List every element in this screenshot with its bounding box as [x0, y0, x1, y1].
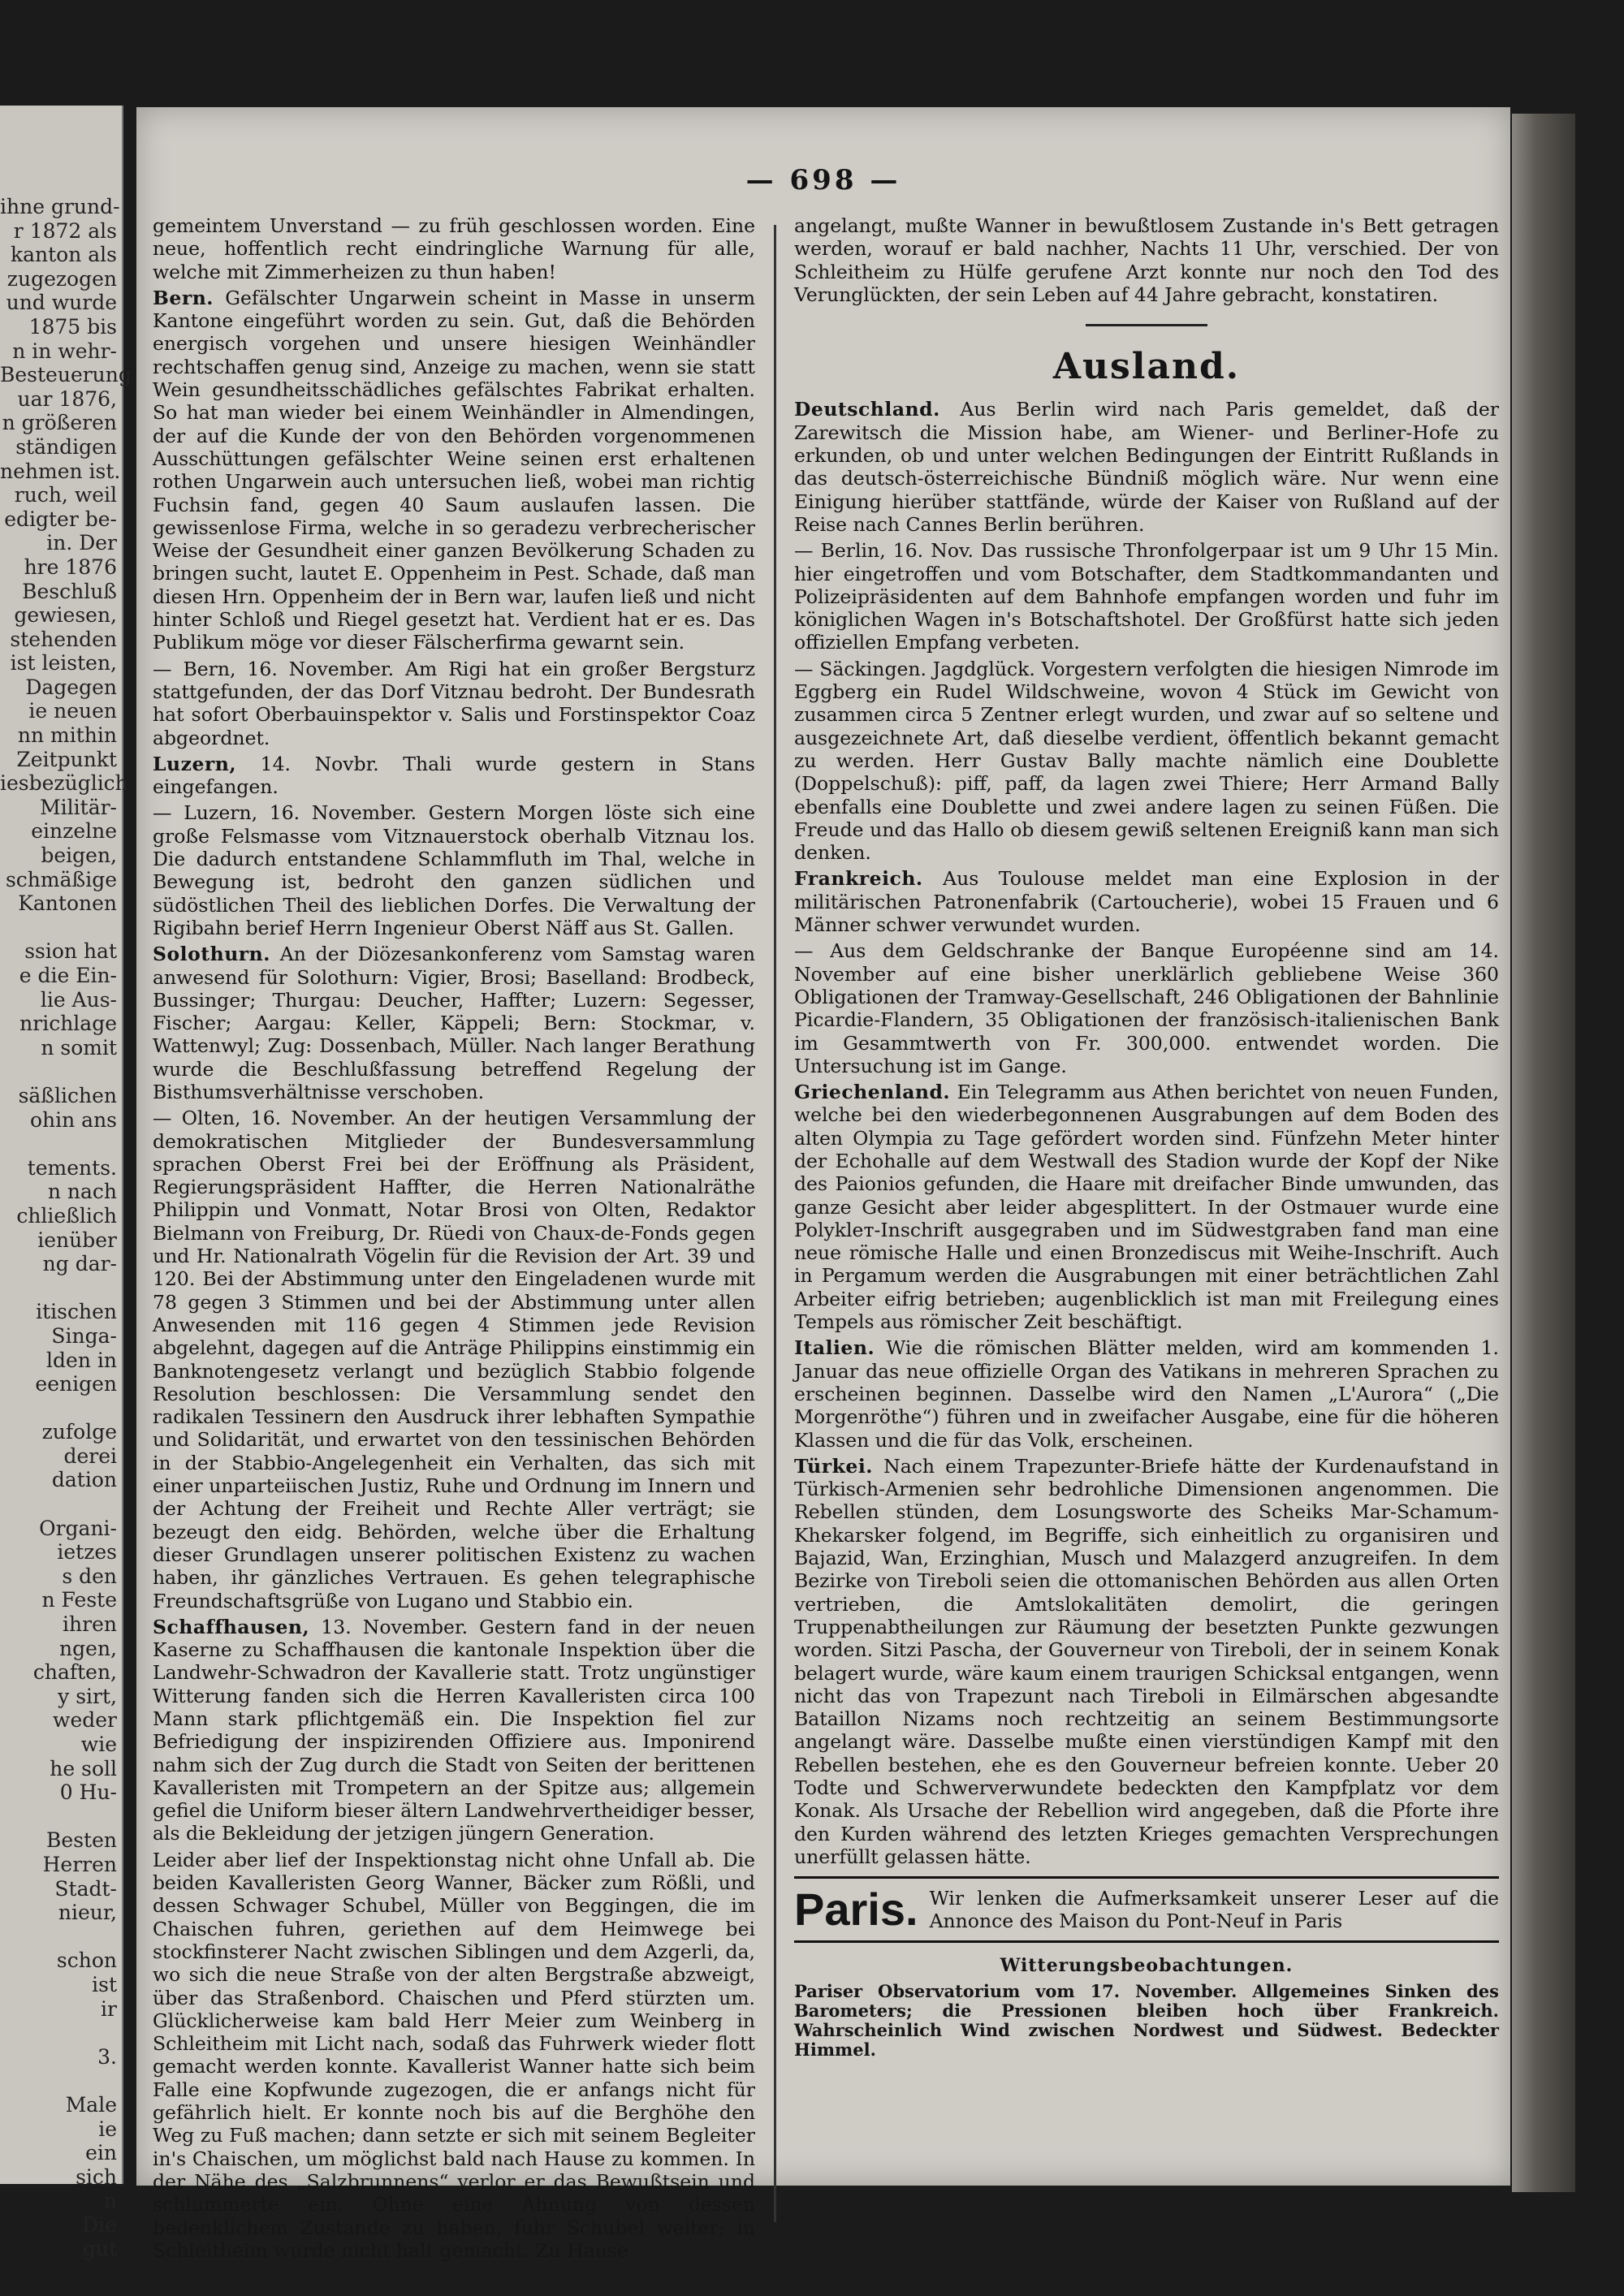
previous-page-line: e die Ein- — [19, 964, 117, 987]
weather-title: Witterungsbeobachtungen. — [1000, 1955, 1294, 1977]
left-paragraph-text: — Olten, 16. November. An der heutigen Versammlung der demokratischen Mitglieder der Bundesversammlung sprachen Oberst Frei bei der Eröffnung als Präsident, Regierungspräsident Haffter, die Herren Nationalräthe Philippin und Vonmatt, Notar Brosi von Olten, Redaktor Bielmann von Freiburg, Dr. Rüedi von Chaux-de-Fonds gegen und Hr. Nationalrath Vögelin für die Revision der Art. 39 und 120. Bei der Abstimmung unter den Eingeladenen wurde mit 78 gegen 3 Stimmen und bei der Abstimmung unter allen Anwesenden mit 116 gegen 4 Stimmen jede Revision abgelehnt, dagegen auf die Anträge Philippins einstimmig ein Banknotengesetz verlangt und bezüglich Stabbio folgende Resolution beschlossen: Die Versammlung sendet den radikalen Tessinern den Ausdruck ihrer lebhaften Sympathie und Solidarität, und erwartet von den tessinischen Behörden in der Stabbio-Angelegenheit ein Verhalten, das sich mit einer unparteiischen Justiz, Ruhe und Ordnung im Innern und der Achtung der Freiheit und Rechte Aller verträgt; sie bezeugt den eidg. Behörden, welche über die Erhaltung dieser Grundlagen unserer politischen Existenz zu wachen haben, ihr gänzliches Vertrauen. Es gehen telegraphische Freundschaftsgrüße von Lugano und Stabbio ein. — [153, 1107, 755, 1612]
previous-page-line: Beschluß — [22, 579, 117, 603]
right-paragraph-text: Nach einem Trapezunter-Briefe hätte der Kurdenaufstand in Türkisch-Armenien sehr bedrohliche Dimensionen angenommen. Die Rebellen stünden, dem Losungsworte des Scheiks Mar-Schamum-Khekarsker folgend, im Begriffe, sich einheitlich zu organisiren und Bajazid, Wan, Erzinghian, Musch und Malazgerd anzugreifen. In dem Bezirke von Tireboli seien die ottomanischen Behörden aus allen Orten vertrieben, die Amtslokalitäten demolirt, die geringen Truppenabtheilungen zur Räumung der besetzten Punkte gezwungen worden. Sitzi Pascha, der Gouverneur von Tireboli, der in seinem Konak belagert wurde, wäre kaum einem traurigen Schicksal entgangen, wenn nicht das von Trapezunt nach Tireboli in Eilmärschen abgesandte Bataillon Nizams noch rechtzeitig an seinem Bestimmungsorte angelangt wäre. Dasselbe mußte einen vierstündigen Kampf mit den Rebellen bestehen, ehe es den Gouverneur befreien konnte. Ueber 20 Todte und Schwerverwundete bedeckten den Kampfplatz vor dem Konak. Als Ursache der Rebellion wird angegeben, daß die Pforte ihre den Kurden während des letzten Krieges gemachten Versprechungen unerfüllt gelassen hätte. — [794, 1454, 1499, 1868]
left-paragraph-text: Gefälschter Ungarwein scheint in Masse in unserm Kantone eingeführt worden zu sein. Gut, daß die Behörden energisch vorgehen und unsere hiesigen Weinhändler rechtschaffen genug sind, Anzeige zu machen, wenn sie statt Wein gesundheitsschädliches gefälschtes Fabrikat erhalten. So hat man wieder bei einem Weinhändler in Almendingen, der auf die Kunde der von den Behörden vorgenommenen Ausschüttungen gefälschter Weine seinen erst erhaltenen rothen Ungarwein auch untersuchen ließ, wobei man richtig Fuchsin fand, gegen 40 Saum auslaufen lassen. Die gewissenlose Firma, welche in so geradezu verbrecherischer Weise der Gesundheit einer ganzen Bevölkerung Schaden zu bringen sucht, lautet E. Oppenheim in Pest. Schade, daß man diesen Hrn. Oppenheim der in Bern war, laufen ließ und nicht hinter Schloß und Riegel gesetzt hat. Verdient hat er es. Das Publikum möge vor dieser Fälscherfirma gewarnt sein. — [153, 286, 755, 654]
left-paragraph-text: — Luzern, 16. November. Gestern Morgen löste sich eine große Felsmasse vom Vitznauerstock oberhalb Vitznau los. Die dadurch entstandene Schlammfluth im Thal, welche in Bewegung ist, bedroht den ganzen südlichen und südöstlichen Theil des lieblichen Dorfes. Die Verwaltung der Rigibahn berief Herrn Ingenieur Oberst Näff aus St. Gallen. — [153, 801, 755, 939]
previous-page-line: Dagegen — [25, 675, 117, 699]
previous-page-line: Zeitpunkt — [16, 747, 117, 771]
previous-page-line: Organi- — [39, 1516, 117, 1540]
previous-page-line: nn mithin — [17, 723, 117, 748]
left-paragraph-heading: Schaffhausen, — [153, 1615, 310, 1638]
right-paragraph-text: Wie die römischen Blätter melden, wird am kommenden 1. Januar das neue offizielle Organ des Vatikans in mehreren Sprachen zu erscheinen beginnen. Dasselbe wird den Namen „L'Aurora“ („Die Morgenröthe“) führen und in zweifacher Ausgabe, eine für die höheren Klassen und die für das Volk, erscheinen. — [794, 1336, 1499, 1452]
previous-page-line: Male — [65, 2092, 117, 2117]
previous-page-line: ie — [98, 2117, 117, 2141]
right-opening: angelangt, mußte Wanner in bewußtlosem Zustande in's Bett getragen werden, worauf er bald nachher, Nachts 11 Uhr, verschied. Der von Schleitheim zu Hülfe gerufene Arzt konnte nur noch den Tod des Verunglückten, der sein Leben auf 44 Jahre gebracht, konstatiren. — [794, 214, 1499, 306]
previous-page-line: ist — [92, 1972, 117, 1996]
section-rule — [1086, 324, 1207, 326]
right-paragraph-text: — Berlin, 16. Nov. Das russische Thronfolgerpaar ist um 9 Uhr 15 Min. hier eingetroffen und vom Botschafter, dem Stadtkommandanten und Polizeipräsidenten auf dem Bahnhofe empfangen worden und fuhr im königlichen Wagen in's Botschaftshotel. Der Großfürst hatte sich jeden offiziellen Empfang verbeten. — [794, 539, 1499, 654]
left-paragraph — [153, 658, 755, 749]
left-paragraph-text: 14. Novbr. Thali wurde gestern in Stans eingefangen. — [153, 752, 755, 799]
right-paragraph-text: — Aus dem Geldschranke der Banque Européenne sind am 14. November auf eine bisher unerklärlich gebliebene Weise 360 Obligationen der Tramway-Gesellschaft, 246 Obligationen der Bahnlinie Picardie-Flandern, 35 Obligationen der französisch-italienischen Bank im Gesammtwerth von Fr. 300,000. entwendet worden. Die Untersuchung ist im Gange. — [794, 939, 1499, 1077]
left-paragraph — [153, 1849, 755, 2262]
previous-page-line — [0, 1805, 117, 1829]
previous-page-line: kanton als — [10, 243, 117, 267]
right-paragraph — [794, 867, 1499, 936]
previous-page-line: Stadt- — [54, 1876, 117, 1901]
previous-page-line: schmäßige — [5, 867, 117, 891]
previous-page-line: ständigen — [15, 434, 117, 459]
previous-page-line: ienüber — [37, 1228, 117, 1252]
previous-page-line: nieur, — [58, 1901, 117, 1925]
right-paragraph-text: — Säckingen. Jagdglück. Vorgestern verfolgten die hiesigen Nimrode im Eggberg ein Rudel Wildschweine, wovon 4 Stück im Gewicht von zusammen circa 5 Zentner erlegt wurden, und zwar auf so seltene und ausgezeichnete Art, daß dieselbe verdient, öffentlich bekannt gemacht zu werden. Herr Gustav Bally machte nämlich eine Doublette (Doppelschuß): piff, paff, da lagen zwei Thiere; Herr Armand Bally ebenfalls eine Doublette und zwei andere lagen zu seinen Füßen. Die Freude und das Hallo ob diesem gewiß seltenen Ereigniß kann man sich denken. — [794, 657, 1499, 865]
left-paragraph-text: 13. November. Gestern fand in der neuen Kaserne zu Schaffhausen die kantonale Inspektion über die Landwehr-Schwadron der Kavallerie statt. Trotz ungünstiger Witterung fanden sich die Herren Kavalleristen circa 100 Mann stark pflichtgemäß ein. Die Inspektion fiel zur Befriedigung der inspizirenden Offiziere aus. Imponirend nahm sich der Zug durch die Stadt von Seiten der berittenen Kavalleristen mit Trompetern an der Spitze aus; allgemein gefiel die Uniform bieser ältern Landwehrvertheidiger besser, als die Bekleidung der jetzigen jüngern Generation. — [153, 1615, 755, 1845]
previous-page-line: stehenden — [10, 627, 117, 651]
previous-page-line: ie neuen — [28, 699, 117, 723]
previous-page-line — [0, 1132, 117, 1156]
previous-page-line: iesbezüglich — [0, 771, 128, 796]
left-paragraph-heading: Luzern, — [153, 752, 237, 775]
right-paragraph-text: Ein Telegramm aus Athen berichtet von neuen Funden, welche bei den wiederbegonnenen Ausgrabungen auf dem Boden des alten Olympia zu Tage gefördert worden sind. Fünfzehn Meter hinter der Echohalle auf dem Westwall des Stadion wurde der Kopf der Nike des Paionios gefunden, die Haare mit dreifacher Binde umwunden, das ganze Gesicht aber leider abgesplittert. In der Ostmauer wurde eine Polykleт-Inschrift ausgegraben und im Südwestgraben fand man eine neue römische Halle und einen Bronzediscus mit Weihe-Inschrift. Auch in Pergamum werden die Ausgrabungen mit einer beträchtlichen Zahl Arbeiter eifrig betrieben; augenblicklich ist man mit Freilegung eines Tempels aus römischer Zeit beschäftigt. — [794, 1081, 1499, 1334]
previous-page-line: ssion hat — [24, 939, 117, 964]
previous-page-line: ist leisten, — [10, 651, 117, 675]
previous-page-line: n in wehr- — [12, 339, 117, 363]
previous-page-edge — [0, 106, 132, 2261]
left-paragraph — [153, 1616, 755, 1845]
right-paragraph — [794, 1455, 1499, 1868]
previous-page-line: ng dar- — [42, 1252, 117, 1276]
book-spine — [1512, 114, 1575, 2192]
previous-page-line: ruch, weil — [14, 483, 117, 507]
previous-page-line: nrichlage — [19, 1012, 117, 1036]
previous-page-line: Besten — [46, 1828, 117, 1853]
previous-page-line: Singa- — [51, 1323, 117, 1348]
previous-page-line: n somit — [41, 1035, 117, 1060]
previous-page-line: ietzes — [57, 1540, 117, 1564]
previous-page-line: weder — [53, 1708, 117, 1733]
paris-bottom-rule — [794, 1940, 1499, 1943]
previous-page-line: n nach — [47, 1180, 117, 1204]
previous-page-line: ohin ans — [29, 1107, 117, 1132]
previous-page-line — [0, 2069, 117, 2093]
previous-page-line: Kantonen — [18, 891, 117, 916]
right-paragraph — [794, 398, 1499, 536]
previous-page-line: he soll — [50, 1756, 117, 1780]
column-divider — [774, 225, 776, 2222]
paris-notice — [794, 1884, 1499, 1936]
right-paragraph-text: Aus Berlin wird nach Paris gemeldet, daß der Zarewitsch die Mission habe, am Wiener- und Berliner-Hofe zu erkunden, ob und unter welchen Bedingungen der Eintritt Rußlands in das deutsch-österreichische Bündniß möglich wäre. Nur wenn eine Einigung hierüber stattfände, würde der Kaiser von Rußland auf der Reise nach Cannes Berlin berühren. — [794, 398, 1499, 536]
newspaper-page — [136, 107, 1510, 2262]
previous-page-line: n — [103, 2189, 117, 2213]
right-column — [794, 214, 1499, 2212]
previous-page-line: tements. — [27, 1155, 117, 1180]
previous-page-line — [0, 1925, 117, 1949]
previous-page-line: schon — [56, 1949, 117, 1973]
previous-page-line: hre 1876 — [24, 555, 117, 579]
right-paragraph — [794, 939, 1499, 1077]
right-paragraph — [794, 1081, 1499, 1333]
previous-page-line — [0, 1492, 117, 1517]
previous-page-line: n Feste — [41, 1588, 117, 1612]
right-paragraph-text: Aus Toulouse meldet man eine Explosion in der militärischen Patronenfabrik (Cartoucherie), wobei 15 Frauen und 6 Männer schwer verwundet wurden. — [794, 867, 1499, 937]
previous-page-line: ir — [101, 1996, 117, 2021]
previous-page-line: 0 Hu- — [59, 1780, 117, 1805]
left-paragraph-text: An der Diözesankonferenz vom Samstag waren anwesend für Solothurn: Vigier, Brosi; Baselland: Brodbeck, Bussinger; Thurgau: Deucher, Haffter; Luzern: Segesser, Fischer; Aargau: Keller, Käppeli; Bern: Stockmar, v. Wattenwyl; Zug: Dossenbach, Müller. Nach langer Berathung wurde die Beschlußfassung betreffend Regelung der Bisthumsverhältnisse verschoben. — [153, 943, 755, 1103]
previous-page-line: beigen, — [41, 844, 117, 868]
previous-page-line: derei — [63, 1444, 117, 1468]
previous-page-line — [0, 1060, 117, 1084]
page-number: — 698 — — [745, 164, 901, 196]
left-paragraph — [153, 801, 755, 939]
previous-page-line: gewiesen, — [14, 603, 117, 628]
right-paragraph-heading: Griechenland. — [794, 1081, 951, 1104]
previous-page-line: säßlichen — [18, 1083, 117, 1107]
previous-page-text — [0, 106, 132, 2261]
previous-page-line: eenigen — [35, 1372, 117, 1396]
section-title-ausland: Ausland. — [1052, 346, 1241, 388]
previous-page-line: nehmen ist. — [0, 459, 121, 483]
previous-page-line: zufolge — [41, 1420, 117, 1444]
previous-page-line: y sirt, — [58, 1684, 117, 1708]
right-paragraph-heading: Deutschland. — [794, 398, 940, 421]
previous-page-line: itischen — [36, 1300, 117, 1324]
previous-page-line: edigter be- — [4, 507, 117, 531]
previous-page-line: lie Aus- — [40, 987, 117, 1012]
paris-text: Wir lenken die Aufmerksamkeit unserer Leser auf die Annonce des Maison du Pont-Neuf in Paris — [929, 1887, 1499, 1933]
previous-page-line: ein — [85, 2141, 117, 2165]
previous-page-line — [0, 1396, 117, 1421]
previous-page-line: wie — [80, 1733, 117, 1756]
paris-top-rule — [794, 1876, 1499, 1879]
previous-page-line: s den — [62, 1564, 117, 1588]
previous-page-line: Die — [82, 2212, 117, 2237]
right-paragraph — [794, 1336, 1499, 1451]
previous-page-line: 3. — [97, 2044, 117, 2069]
previous-page-line: einzelne — [31, 819, 117, 844]
previous-page-line: dation — [51, 1468, 117, 1492]
right-paragraph-heading: Türkei. — [794, 1454, 873, 1478]
previous-page-line: und wurde — [6, 291, 117, 315]
right-paragraph-heading: Italien. — [794, 1336, 875, 1360]
previous-page-line: 1875 bis — [28, 314, 117, 339]
previous-page-line: uar 1876, — [17, 386, 117, 411]
previous-page-line: ngen, — [59, 1636, 117, 1660]
previous-page-line — [0, 2021, 117, 2045]
left-paragraph-heading: Bern. — [153, 286, 214, 309]
weather-text: Pariser Observatorium vom 17. November. Allgemeines Sinken des Barometers; die Pressionen bleiben hoch über Frankreich. Wahrscheinlich Wind zwischen Nordwest und Südwest. Bedeckter Himmel. — [794, 1981, 1499, 2061]
left-paragraph — [153, 287, 755, 654]
left-paragraph — [153, 943, 755, 1103]
previous-page-line: chließlich — [16, 1203, 117, 1228]
previous-page-line: Militär- — [40, 795, 117, 819]
previous-page-line — [0, 916, 117, 940]
previous-page-line: gut — [82, 2237, 117, 2261]
previous-page-line: ihne grund- — [0, 195, 120, 218]
previous-page-line: lden in — [46, 1348, 117, 1372]
right-paragraph — [794, 658, 1499, 865]
previous-page-line: n größeren — [2, 411, 117, 435]
previous-page-line: zugezogen — [6, 266, 117, 291]
previous-page-line — [0, 1276, 117, 1301]
previous-page-line: Herren — [42, 1852, 117, 1876]
right-paragraph-heading: Frankreich. — [794, 867, 923, 891]
left-opening: gemeintem Unverstand — zu früh geschlossen worden. Eine neue, hoffentlich recht eindringliche Warnung für alle, welche mit Zimmerheizen zu thun haben! — [153, 214, 755, 283]
previous-page-line: in. Der — [46, 531, 117, 555]
left-paragraph — [153, 753, 755, 799]
left-column — [153, 214, 755, 2262]
left-paragraph-text: Leider aber lief der Inspektionstag nicht ohne Unfall ab. Die beiden Kavalleristen Georg Wanner, Bäcker zum Rößli, und dessen Schwager Schubel, Müller von Beggingen, die im Chaischen fuhren, geriethen auf dem Heimwege bei stockfinsterer Nacht zwischen Siblingen und dem Azgerli, da, wo sich die neue Straße von der alten Bergstraße abzweigt, über das Straßenbord. Chaischen und Pferd stürzten um. Glücklicherweise kam bald Herr Meier zum Weinberg in Schleitheim mit Licht nach, sodaß das Fuhrwerk wieder flott gemacht werden konnte. Kavallerist Wanner hatte sich beim Falle eine Kopfwunde zugezogen, die er anfangs nicht für gefährlich hielt. Er konnte noch bis auf die Berghöhe den Weg zu Fuß machen; dann setzte er sich mit seinem Begleiter in's Chaischen, um möglichst bald nach Hause zu kommen. In der Nähe des „Salzbrunnens“ verlor er das Bewußtsein und schlummerte ein. Ohne eine Ahnung von dessen bedenklichem Zustande zu haben, fuhr Schubel weiter; in Schleitheim wurde nicht halt gemacht. Zu Hause — [153, 1848, 755, 2262]
paris-title: Paris. — [794, 1884, 918, 1936]
previous-page-line: r 1872 als — [13, 218, 117, 243]
previous-page-line: sich — [76, 2164, 117, 2189]
previous-page-line: ihren — [63, 1612, 117, 1637]
left-paragraph-heading: Solothurn. — [153, 943, 270, 966]
right-paragraph — [794, 539, 1499, 654]
previous-page-line: Besteuerung — [0, 363, 132, 387]
previous-page-line: chaften, — [32, 1660, 117, 1685]
left-paragraph-text: — Bern, 16. November. Am Rigi hat ein großer Bergsturz stattgefunden, der das Dorf Vitznau bedroht. Der Bundesrath hat sofort Oberbauinspektor v. Salis und Forstinspektor Coaz abgeordnet. — [153, 657, 755, 749]
left-paragraph — [153, 1107, 755, 1612]
